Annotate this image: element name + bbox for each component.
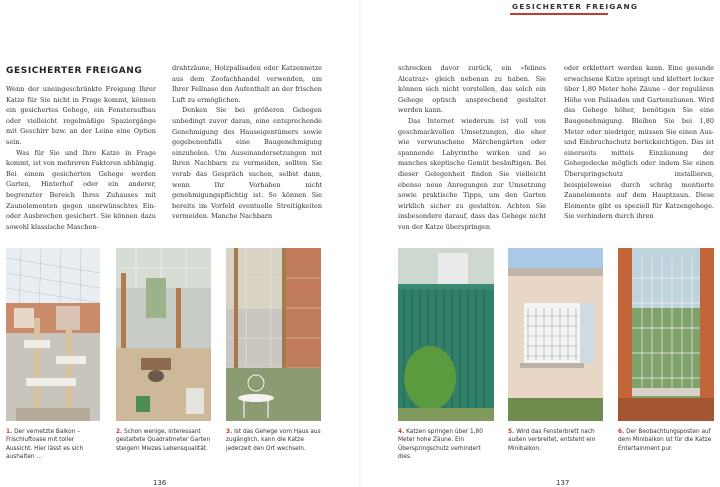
caption-1 <box>6 428 102 461</box>
paragraph: oder erklettert werden kann. Eine gesunde erwachsene Katze springt und klettert locker über 1,80 Meter hohe Zäune – der regulären Höhe von Palisaden und Gartenzäunen. Wird das Gehege höher, benötigen Sie eine Baugenehmigung. Bleiben Sie bei 1,80 Meter oder niedriger, müssen Sie einen Aus- und Einbruchschutz berücksichtigen. Das ist einerseits mittels Einzäunung der Gehegedecke möglich oder indem Sie einen Überspringschutz installieren, beispielsweise durch schräg montierte Zaunelemente auf dem Hauptzaun. Diese Elemente gibt es speziell für Katzengehege. Sie verhindern durch ihren <box>564 64 714 221</box>
caption-number: 3. <box>226 429 233 435</box>
caption-number: 6. <box>618 429 625 435</box>
caption-number: 2. <box>116 429 123 435</box>
paragraph: schrecken davor zurück, ein »felines Alcatraz« gleich nebenan zu haben. Sie können sich nicht vorstellen, das solch ein Gehege optisch ansprechend gestaltet werden kann. <box>398 64 546 115</box>
caption-number: 1. <box>6 429 13 435</box>
caption-text: Der vernetzte Balkon – Frischluftoase mit toller Aussicht. Hier lässt es sich aushalten … <box>6 429 84 460</box>
caption-text: Katzen springen über 1,80 Meter hohe Zäune. Ein Überspringschutz verhindert dies. <box>398 429 483 460</box>
section-title: GESICHERTER FREIGANG <box>6 66 143 76</box>
caption-number: 4. <box>398 429 405 435</box>
paragraph: drahtzäune, Holzpalisaden oder Katzennetze aus dem Zoofachhandel verwenden, um Ihrer Fellnase den Aufenthalt an der frischen Luft zu ermöglichen. <box>172 64 322 104</box>
paragraph: Das Internet wiederum ist voll von geschmackvollen Umsetzungen, die eher wie verwunschene Märchengärten oder spannende Labyrinthe wirken und so manches skeptische Gemüt besänftigen. Bei dieser Gelegenheit finden Sie vielleicht ebenso neue Anregungen zur Umsetzung sowie praktische Tipps, um den Garten wirklich sicher zu gestalten. Achten Sie insbesondere darauf, dass das Gehege nicht von der Katze überspringen <box>398 116 546 231</box>
page-number-left: 136 <box>153 479 167 487</box>
paragraph: Was für Sie und Ihre Katze in Frage kommt, ist von mehreren Faktoren abhängig. Bei einem gesicherten Gehege werden Garten, Hinterhof oder ein anderer, begrenzter Bereich Ihres Zuhauses mit Zaunelementen gegen unerwünschtes Ein- oder Ausbrechen gesichert. Sie können dazu sowohl klassische Maschen- <box>6 148 156 231</box>
page-number-right: 137 <box>556 479 570 487</box>
paragraph: Denken Sie bei größeren Gehegen unbedingt zuvor daran, eine entsprechende Genehmigung des Hauseigentümers sowie gegebenenfalls eine Baugenehmigung einzuholen. Um Auseinandersetzungen mit Ihren Nachbarn zu vermeiden, sollten Sie vorab das Gespräch suchen, selbst dann, wenn Ihr Vorhaben nicht genehmigungspflichtig ist. So können Sie bereits im Vorfeld eventuelle Streitigkeiten vermeiden. Manche Nachbarn <box>172 106 322 221</box>
caption-6 <box>618 428 714 453</box>
running-head: GESICHERTER FREIGANG <box>512 2 639 11</box>
paragraph: Wenn der uneingeschränkte Freigang Ihrer Katze für Sie nicht in Frage kommt, können ein gesichertes Gehege, ein Fensteraufbau oder vielleicht regelmäßige Spaziergänge mit Geschirr bzw. an der Leine eine Option sein. <box>6 85 156 146</box>
caption-text: Ist das Gehege vom Haus aus zugänglich, kann die Katze jederzeit den Ort wechseln. <box>226 429 321 452</box>
caption-2 <box>116 428 212 453</box>
photo-green-fence <box>398 248 494 421</box>
photo-garden-enclosure <box>116 248 211 421</box>
text-column-1 <box>6 84 156 232</box>
text-column-3 <box>398 63 546 233</box>
photo-house-enclosure <box>226 248 321 421</box>
caption-3 <box>226 428 322 453</box>
right-page <box>360 0 720 487</box>
photo-netted-balcony <box>6 248 100 421</box>
caption-number: 5. <box>508 429 515 435</box>
photo-window-sill <box>508 248 603 421</box>
text-column-4 <box>564 63 714 222</box>
caption-5 <box>508 428 604 453</box>
photo-mini-balcony <box>618 248 714 421</box>
caption-text: Der Beobachtungsposten auf dem Minibalkon ist für die Katze Entertainment pur. <box>618 429 712 452</box>
caption-text: Wird das Fensterbrett nach außen verbreitet, entsteht ein Minibalkon. <box>508 429 596 452</box>
running-head-rule <box>510 13 608 15</box>
caption-text: Schon wenige, interessant gestaltete Quadratmeter Garten steigern Miezes Lebensqualität. <box>116 429 211 452</box>
caption-4 <box>398 428 496 461</box>
text-column-2 <box>172 63 322 222</box>
